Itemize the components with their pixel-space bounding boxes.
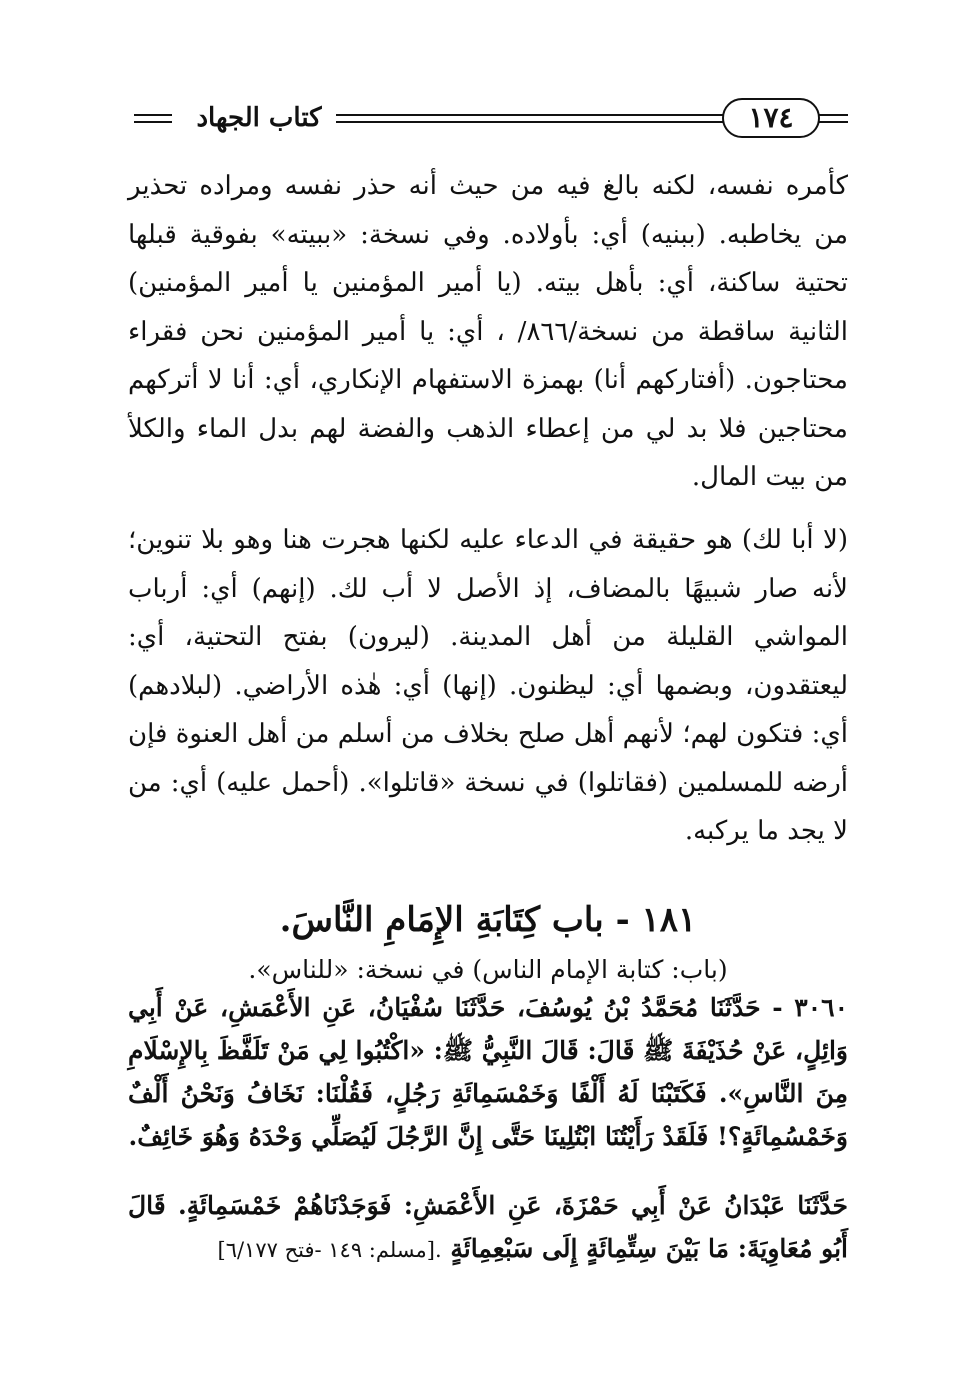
running-header	[126, 96, 850, 146]
hadith-reference: .[مسلم: ١٤٩ -فتح ٦/١٧٧]	[217, 1238, 442, 1262]
chapter-heading: ١٨١ - باب كِتَابَةِ الإِمَامِ النَّاسَ.	[279, 900, 697, 940]
hadith-2-body: حَدَّثَنَا عَبْدَانُ عَنْ أَبِي حَمْزَةَ، عَنِ الأَعْمَشِ: فَوَجَدْنَاهُمْ خَمْسَمِائَةٍ. قَالَ أَبُو مُعَاوِيَةَ: مَا بَيْنَ سِتِّمِائَةٍ إِلَى سَبْعِمِائَةٍ	[128, 1191, 848, 1263]
chapter-note: (باب: كتابة الإمام الناس) في نسخة: «للناس».	[248, 955, 728, 984]
page-number: ١٧٤	[722, 98, 820, 138]
hadith-text-1: ٣٠٦٠ - حَدَّثَنَا مُحَمَّدُ بْنُ يُوسُفَ، حَدَّثَنَا سُفْيَانُ، عَنِ الأَعْمَشِ، عَنْ أَبِي وَائِلٍ، عَنْ حُذَيْفَةَ ﷺ قَالَ: قَالَ النَّبِيُّ ﷺ: «اكْتُبُوا لِي مَنْ تَلَفَّظَ بِالإِسْلَامِ مِنَ النَّاسِ». فَكَتَبْنَا لَهُ أَلْفًا وَخَمْسَمِائَةِ رَجُلٍ، فَقُلْنَا: نَخَافُ وَنَحْنُ أَلْفٌ وَخَمْسُمِائَةٍ؟! فَلَقَدْ رَأَيْتُنَا ابْتُلِينَا حَتَّى إِنَّ الرَّجُلَ لَيُصَلِّي وَحْدَهُ وَهُوَ خَائِفٌ.	[128, 993, 848, 1151]
hadith-text-2	[128, 1184, 848, 1272]
header-rule-left	[134, 114, 172, 123]
commentary-paragraph-1: كأمره نفسه، لكنه بالغ فيه من حيث أنه حذر نفسه ومراده تحذير من يخاطبه. (ببنيه) أي: بأولاده. وفي نسخة: «ببيته» بفوقية قبلها تحتية ساكنة، أي: بأهل بيته. (يا أمير المؤمنين يا أمير المؤمنين) الثانية ساقطة من نسخة/٨٦٦/ ، أي: يا أمير المؤمنين نحن فقراء محتاجون. (أفتاركهم أنا) بهمزة الاستفهام الإنكاري، أي: أنا لا أتركهم محتاجين فلا بد لي من إعطاء الذهب والفضة لهم بدل الماء والكلأ من بيت المال.	[128, 171, 849, 492]
book-title: كتاب الجهاد	[196, 103, 322, 133]
commentary-paragraph-2: (لا أبا لك) هو حقيقة في الدعاء عليه لكنها هجرت هنا وهو بلا تنوين؛ لأنه صار شبيهًا بالمضاف، إذ الأصل لا أب لك. (إنهم) أي: أرباب المواشي القليلة من أهل المدينة. (ليرون) بفتح التحتية، أي: ليعتقدون، وبضمها أي: ليظنون. (إنها) أي: هٰذه الأراضي. (لبلادهم) أي: فتكون لهم؛ لأنهم أهل صلح بخلاف من أسلم من أهل العنوة فإن أرضه للمسلمين (فقاتلوا) في نسخة «قاتلوا». (أحمل عليه) أي: من لا يجد ما يركبه.	[128, 525, 848, 846]
